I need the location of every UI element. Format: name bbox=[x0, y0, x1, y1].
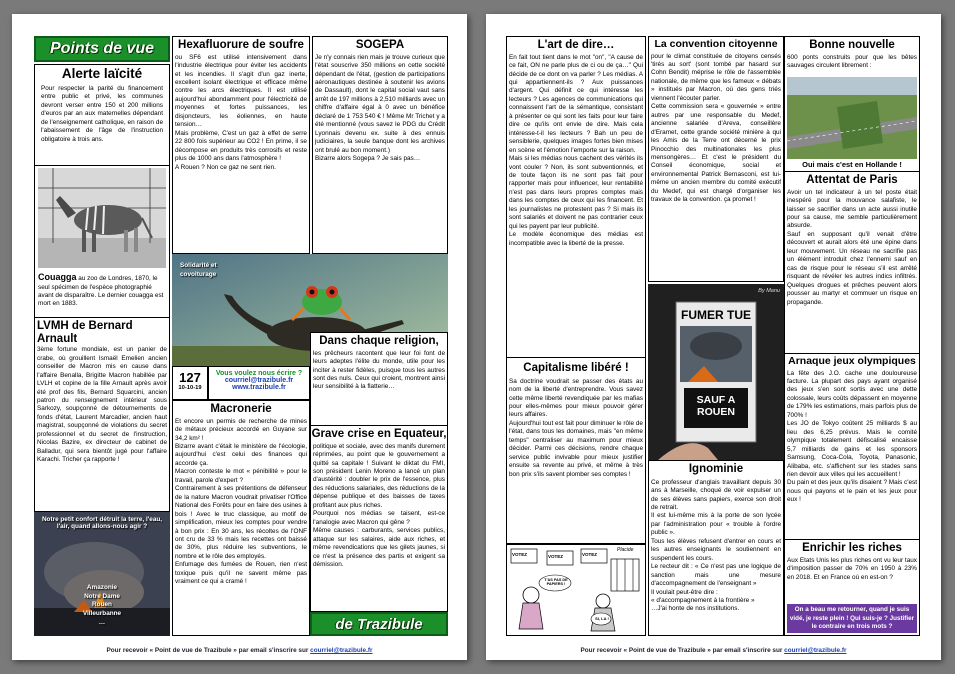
cartoon-bubble-2: SI, LA ! bbox=[595, 616, 609, 621]
fumer-signature: By Manu bbox=[758, 288, 780, 294]
article-title: SOGEPA bbox=[355, 39, 405, 51]
article-text: ou SF6 est utilisé intensivement dans l'industrie électrique pour éviter les accidents et les incendies. Il s'agit d'un gaz inerte, excellent isolant électrique et efficace même contre les arcs électriques. Il est utilisé aujourd'hui abondamment pour l'électricité de moyennes et fortes puissances, les disjoncteurs, les éoliennes, en haute tension… Mais problème, C'est un gaz à effet de serre 22 800 fois supérieur au CO2 ! En prime, il se décompose en produits très corrosifs et reste plus de 1000 ans dans l'atmosphère ! A Rouen ? Non ce gaz ne sent rien. bbox=[175, 53, 307, 171]
cartoon-label-2: VOTEZ bbox=[548, 554, 564, 559]
article-text: Ce professeur d'anglais travaillant depuis 30 ans à Marseille, choqué de voir expulser un de ses élèves sans papiers, exerce son droit de retrait. Il est lui-même mis à la porte de son lycée par l'administration pour « trouble à l'ordre public ». Tous les élèves refusent d'entrer en cours et les autres enseignants le soutiennent en suspendent les cours. Le recteur dit : « Ce n'est pas une logique de sanction mais une mesure d'accompagnement de l'enseignant » Il voulait peut-être dire : « d'accompagnement à la frontière » …J'ai honte de nos institutions. bbox=[651, 478, 781, 613]
article-title: Grave crise en Equateur, bbox=[311, 428, 447, 440]
notre-dame-fire-photo bbox=[34, 512, 170, 636]
right-page bbox=[486, 14, 941, 660]
label-villeurbanne: Villeurbanne bbox=[82, 609, 122, 617]
footer-text: Pour recevoir « Point de vue de Trazibule » par email s'inscrire sur bbox=[580, 647, 785, 654]
footer-email[interactable]: courriel@trazibule.fr bbox=[310, 647, 373, 654]
subscribe-email[interactable]: courriel@trazibule.fr bbox=[224, 377, 294, 384]
banner-points-de-vue bbox=[34, 36, 170, 62]
article-lvmh bbox=[34, 318, 170, 512]
footer-text: Pour recevoir « Point de vue de Trazibule » par email s'inscrire sur bbox=[106, 647, 311, 654]
article-title: L'art de dire… bbox=[537, 39, 615, 51]
article-text: Sa doctrine voudrait se passer des états au nom de la liberté d'entreprendre. Vous savez cette même liberté revendiquée par les mafias pour elles-mêmes pour mieux pouvoir gérer leurs affaires. Aujourd'hui tout est fait pour diminuer le rôle de l'état, dans tous les domaines, mais "en même temps" centraliser au maximum pour mieux décider. Parmi ces décisions, rendre chaque service public invivable pour mieux justifier ensuite sa revente au privé, et même à très bon prix s'ils savent plomber ses comptes ! bbox=[509, 377, 643, 478]
article-couagga bbox=[34, 166, 170, 318]
article-text: 3ème fortune mondiale, est un panier de crabe, où grouillent Ismaël Emelien ancien conseiller de Macron mis en cause dans l'affaire Benalla, Brigitte Macron habillée par LVLH et copine de la fille Arnault après avoir été prof des fils, Bernard Squarcini, ancien patron du renseignement intérieur sous Sarkozy, soupçonné de détournements de fonds d'état, Laurent Marcadier, ancien haut magistrat, soupçonné de violations du secret professionnel et du secret de l'instruction, Nicolas Bazire, ex directeur de cabinet de Balladur, qui sera bientôt jugé pour l'affaire Karachi. Tricher ça rapporte ! bbox=[37, 346, 167, 464]
article-text: pour le climat constituée de citoyens censés 'tirés au sort' (sont tombé par hasard sur Cohn Bendit) méprise le rôle de l'assemblée nationale, de même que les fameux « débats » institués par Macron, où des gens triés viennent l'écouter parler. Cette commission sera « gouvernée » entre autres par une responsable du Medef, ancienne salariée d'Areva, conseillère d'Eramet, cette grande société minière à qui les Amis de la Terre ont décerné le prix Pinocchio des multinationales les plus mensongères… Et c'est le président du Conseil économique, social et environnemental Patrick Bernasconi, est lui-même un ancien membre du comité exécutif du Medef, qui est chargé d'organiser les travaux de la convention. ça promet ! bbox=[651, 52, 781, 204]
issue-number: 127 bbox=[179, 370, 201, 385]
label-notre-dame: Notre Dame bbox=[84, 592, 120, 600]
footer-email[interactable]: courriel@trazibule.fr bbox=[784, 647, 847, 654]
article-text: 600 ponts construits pour que les bêtes sauvages circulent librement : bbox=[787, 53, 917, 70]
article-title: Dans chaque religion, bbox=[319, 335, 439, 347]
article-hexafluorure bbox=[172, 36, 310, 254]
label-amazonie: Amazonie bbox=[86, 584, 118, 591]
article-title: Hexafluorure de soufre bbox=[178, 39, 304, 51]
article-text: En fait tout tient dans le mot "on", "A cause de ce fait, ON ne parle plus de ci ou de ça…" Qui décide de ce dont on va parler ? Les médias. A qui appartiennent-ils ? Aux puissances d'argent. Qui définit ce qui intéresse les lecteurs ? Les agences de communications qui connaissent l'art de la sémantique, consistant à présenter ce qui sont les faits pour leur faire dire ce qu'ils ont envie de dire. Mais cela intéresse-t-il les lecteurs ? Bah un peu de sensiblerie, quelques images fortes bien mises en scène et l'émotion l'emporte sur la raison. Mais si les médias nous cachent des vérités ils vont couler ? Non, ils sont subventionnés, et de toute façon ils ne sont pas fait pour rapporter mais pour influencer, leur rentabilité n'est pas dans leurs propres comptes mais dans les comptes de ceux qui les financent. Et les journalistes ne protestent pas ? Si mais ils sont salariés et doivent ne pas contrarier ceux qui les payent par leur publicité. Le modèle économique des médias est incompatible avec la liberté de la presse. bbox=[509, 53, 643, 247]
article-text: La fête des J.O. cache une douloureuse facture. La plupart des pays ayant organisé des jeux s'en sont sortis avec une dette colossale, leurs coûts dépassent en moyenne de 179% les estimations, mais parfois plus de 700% ! Les JO de Tokyo coûtent 25 milliards $ au lieu des 6,25 prévus. Mais le comité olympique totalement défiscalisé encaisse 5,7 milliards de gains et les sponsors Samsung, Coca-Cola, Toyota, Panasonic, Alibaba, etc. s'affichent sur les stades sans rien devoir aux villes qui les accueillent ! Du pain et des jeux qu'ils disaient ? Mais c'est nous qui payons et le pain et les jeux pour eux ! bbox=[787, 369, 917, 504]
article-text: Je n'y connais rien mais je trouve curieux que l'état souscrive 350 millions en cette société dépendant de l'état, (gestion de participations aéronautiques destinée à soutenir les avions de Dassault), dont le capital social vaut sans arrêt de 197 millions à 2,510 milliards avec un chiffre d'affaire égal à 0 avec un bénéfice déclaré de 1 753 540 € ! Même Mr Trichet y a été mentionné (vous savez le PDG du Crédit Lyonnais devenu ex. suite à des ennuis judiciaires, la seule banque dont les archives ont brulé au bon moment.) Bizarre alors Sogepa ? Je sais pas… bbox=[315, 53, 446, 163]
article-riches bbox=[784, 540, 920, 636]
article-text: politique et sociale, avec des manifs durement réprimées, au point que le gouvernement a quitté sa capitale ! Suivant le diktat du FMI, son président Lenin Moreno a lancé un plan d'austérité : doubler le prix de l'essence, plus des réductions salariales, des réductions de la dépense publique et des baisses de taxes profitant aux plus riches. Pourquoi nos médias se taisent, est-ce l'analogie avec Macron qui gêne ? Même causes : carburants, services publics, attaque sur les salaires, aide aux riches, et même revendications que les gilets jaunes, si ce n'est la présence des partis et exigent sa démission. bbox=[313, 442, 445, 568]
article-title: Enrichir les riches bbox=[802, 542, 902, 554]
article-title: Capitalisme libéré ! bbox=[523, 362, 629, 374]
article-alerte-laicite bbox=[34, 64, 170, 166]
cartoon-bubble-1: T'AS PAS DE PAPIERS ! bbox=[544, 578, 568, 586]
cartoon-label-3: VOTEZ bbox=[582, 552, 598, 557]
article-title: Alerte laïcité bbox=[61, 66, 143, 81]
frog-caption: Solidarité et covoiturage bbox=[180, 262, 217, 278]
riddle-box: On a beau me retourner, quand je suis vidé, je reste plein ! Qui suis-je ? Justifier le contraire en trois mots ? bbox=[787, 604, 917, 633]
article-macronerie bbox=[172, 400, 310, 636]
right-footer bbox=[486, 647, 941, 654]
fumer-tue-text: FUMER TUE bbox=[681, 308, 751, 322]
cartoon-illustration bbox=[507, 545, 645, 635]
article-text: Avoir un tel indicateur à un tel poste était inespéré pour la mouvance salafiste, le laisser se sacrifier dans un acte aussi inutile pour sa cause, me semble particulièrement absurde. Sauf en supposant qu'il venait d'être découvert et aurait alors été une épine dans leur mouvement. Un réseau ne sacrifie pas un élément introduit chez l'ennemi sauf en cas de risque pour le réseau s'il est arrêté risquant de révéler les autres indics infiltrés. Quelques drogues et prêches peuvent alors pousser au martyr et commuer un risque en propagande. bbox=[787, 188, 917, 306]
cartoon-votez bbox=[506, 544, 646, 636]
subscribe-line: Vous voulez nous écrire ? bbox=[215, 370, 303, 377]
article-title: Attentat de Paris bbox=[806, 174, 898, 186]
cartoon-signature: Placide bbox=[617, 547, 634, 553]
fire-caption: Notre petit confort détruit la terre, l'eau, l'air, quand allons-nous agir ? bbox=[41, 516, 163, 530]
article-capitalisme bbox=[506, 358, 646, 544]
article-text: Aux Etats Unis les plus riches ont vu leur taux d'imposition passer de 70% en 1950 à 23% en 2018. Et en France où en est-on ? bbox=[787, 556, 917, 581]
article-title: Ignominie bbox=[688, 463, 744, 475]
issue-date: 10-10-19 bbox=[178, 385, 202, 391]
issue-box bbox=[172, 366, 208, 400]
subscribe-box bbox=[208, 366, 310, 400]
article-ignominie bbox=[648, 460, 784, 636]
article-art-de-dire bbox=[506, 36, 646, 358]
article-text: Et encore un permis de recherche de mines de métaux précieux accordé en Guyane sur 34,2 km² ! Bizarre avant c'était le ministère de l'écologie, aujourd'hui c'est celui des finances qui accorde ça. Macron conteste le mot « pénibilité » pour le travail, parole d'expert ? Contrairement à ses prétentions de défenseur de la nature Macron voudrait privatiser l'Office National des Forêts pour en faire des usines à bois ! Avec le truc classique, au motif de simplification, mieux les comptes pour vendre à bon prix : En 30 ans, les récoltes de l'ONF ont cru de 33 % mais les recettes ont baissé de 30%, plus réduire les subventions, le nombre et le rôle des employés. Enfumage des fumées de Rouen, rien n'est toxique puis qu'il ne savent même pas vraiment ce qui a cramé ! bbox=[175, 417, 307, 586]
article-text: les prêcheurs racontent que leur foi font de leurs adeptes l'élite du monde, utile pour les inciter à rester fidèles, puisque tous les autres sont des nuls. Ceux qui croient, montrent ainsi leur sensibilité à la flatterie… bbox=[313, 349, 445, 391]
article-religion bbox=[310, 332, 448, 426]
zebra-illustration bbox=[38, 168, 166, 268]
article-title: La convention citoyenne bbox=[654, 38, 778, 50]
left-footer bbox=[12, 647, 467, 654]
banner-title: Points de vue bbox=[49, 40, 155, 57]
article-title: Arnaque jeux olympiques bbox=[788, 355, 916, 367]
banner-de-trazibule bbox=[310, 612, 448, 636]
article-bonne-nouvelle bbox=[784, 36, 920, 172]
cartoon-label-1: VOTEZ bbox=[512, 552, 528, 557]
banner-bottom-title: de Trazibule bbox=[335, 615, 423, 633]
subscribe-site[interactable]: www.trazibule.fr bbox=[232, 384, 286, 391]
label-rouen: Rouen bbox=[92, 601, 112, 609]
article-text: Pour respecter la parité du financement entre public et privé, les communes devront verser entre 150 et 200 millions d'euros par an aux maternelles dépendant de l'enseignement catholique, en raison de l'abaissement de l'âge de l'instruction obligatoire à trois ans. bbox=[41, 84, 163, 143]
article-title: Bonne nouvelle bbox=[809, 39, 895, 51]
label-etc: … bbox=[98, 618, 106, 626]
bridge-illustration bbox=[787, 77, 917, 159]
sauf-a-rouen-text: SAUF A ROUEN bbox=[696, 394, 736, 419]
article-attentat bbox=[784, 172, 920, 354]
zebra-photo bbox=[38, 168, 166, 268]
bonne-nouvelle-caption: Oui mais c'est en Hollande ! bbox=[802, 160, 902, 169]
article-convention bbox=[648, 36, 784, 282]
couagga-caption bbox=[38, 272, 168, 309]
wildlife-bridge-photo bbox=[787, 77, 917, 159]
article-title: LVMH de Bernard Arnault bbox=[37, 320, 133, 345]
article-title: Macronerie bbox=[210, 403, 272, 415]
fire-labels bbox=[64, 584, 140, 627]
couagga-text: au zoo de Londres, 1870, le seul spécimen de l'espèce photographié avant de disparaître. Le dernier couagga est mort en 1883. bbox=[38, 275, 164, 308]
couagga-title: Couagga bbox=[38, 272, 77, 282]
article-equateur bbox=[310, 426, 448, 612]
left-page bbox=[12, 14, 467, 660]
article-sogepa bbox=[312, 36, 448, 254]
fumer-tue-image bbox=[648, 284, 784, 460]
article-jo bbox=[784, 354, 920, 540]
